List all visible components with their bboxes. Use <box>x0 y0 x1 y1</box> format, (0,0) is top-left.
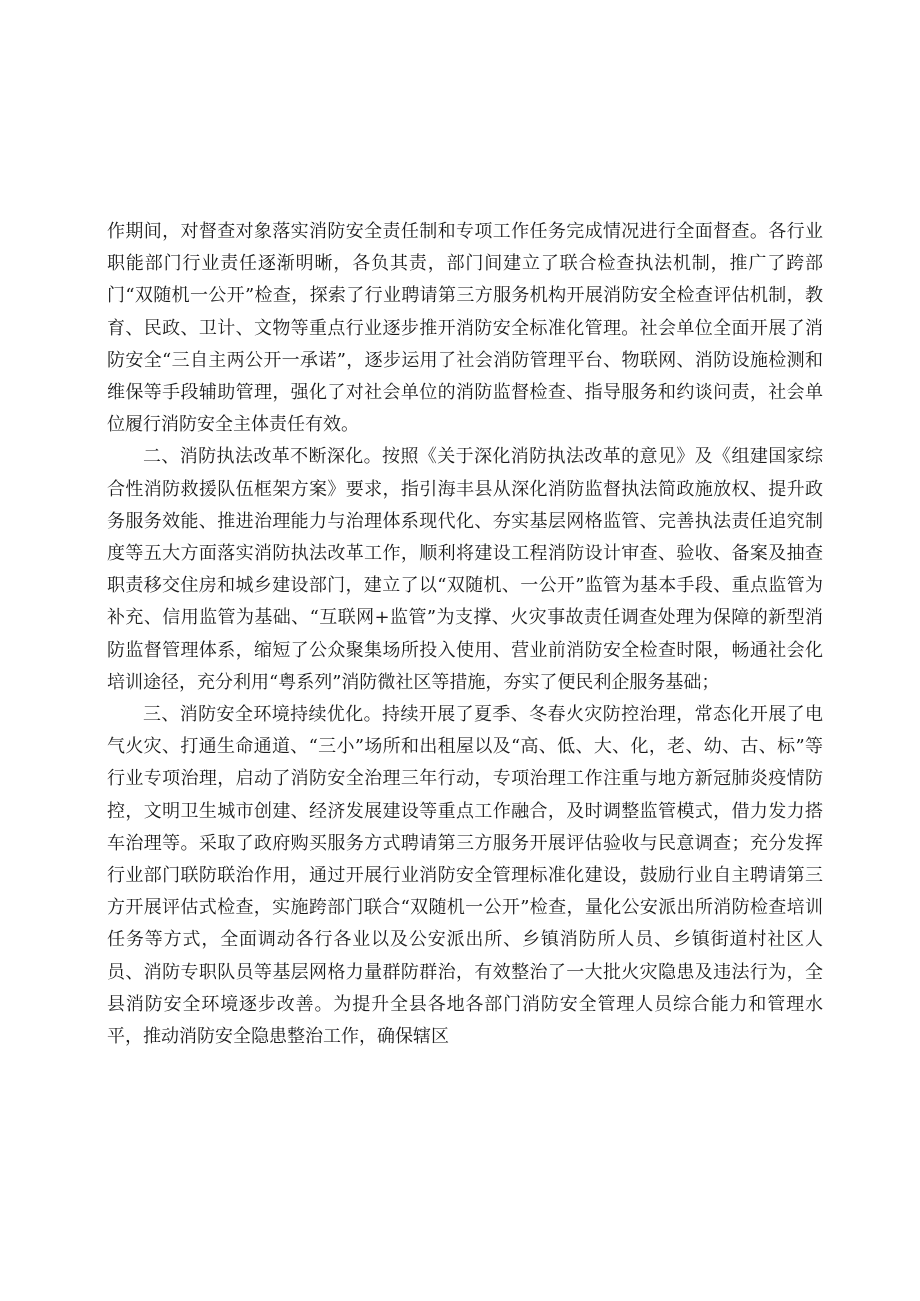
paragraph-section-2: 二、消防执法改革不断深化。按照《关于深化消防执法改革的意见》及《组建国家综合性消防救援队伍框架方案》要求，指引海丰县从深化消防监督执法简政施放权、提升政务服务效能、推进治理能力与治理体系现代化、夯实基层网格监管、完善执法责任追究制度等五大方面落实消防执法改革工作，顺利将建设工程消防设计审查、验收、备案及抽查职责移交住房和城乡建设部门，建立了以“双随机、一公开”监管为基本手段、重点监管为补充、信用监管为基础、“互联网+监管”为支撑、火灾事故责任调查处理为保障的新型消防监督管理体系，缩短了公众聚集场所投入使用、营业前消防安全检查时限，畅通社会化培训途径，充分利用“粤系列”消防微社区等措施，夯实了便民利企服务基础； <box>107 446 823 693</box>
document-body <box>107 216 823 1053</box>
paragraph-section-3: 三、消防安全环境持续优化。持续开展了夏季、冬春火灾防控治理，常态化开展了电气火灾、打通生命通道、“三小”场所和出租屋以及“高、低、大、化，老、幼、古、标”等行业专项治理，启动了消防安全治理三年行动，专项治理工作注重与地方新冠肺炎疫情防控，文明卫生城市创建、经济发展建设等重点工作融合，及时调整监管模式，借力发力搭车治理等。采取了政府购买服务方式聘请第三方服务开展评估验收与民意调查；充分发挥行业部门联防联治作用，通过开展行业消防安全管理标准化建设，鼓励行业自主聘请第三方开展评估式检查，实施跨部门联合“双随机一公开”检查，量化公安派出所消防检查培训任务等方式，全面调动各行各业以及公安派出所、乡镇消防所人员、乡镇街道村社区人员、消防专职队员等基层网格力量群防群治，有效整治了一大批火灾隐患及违法行为，全县消防安全环境逐步改善。为提升全县各地各部门消防安全管理人员综合能力和管理水平，推动消防安全隐患整治工作，确保辖区 <box>107 704 823 1048</box>
paragraph-continuation: 作期间，对督查对象落实消防安全责任制和专项工作任务完成情况进行全面督查。各行业职能部门行业责任逐渐明晰，各负其责，部门间建立了联合检查执法机制，推广了跨部门“双随机一公开”检查，探索了行业聘请第三方服务机构开展消防安全检查评估机制，教育、民政、卫计、文物等重点行业逐步推开消防安全标准化管理。社会单位全面开展了消防安全“三自主两公开一承诺”，逐步运用了社会消防管理平台、物联网、消防设施检测和维保等手段辅助管理，强化了对社会单位的消防监督检查、指导服务和约谈问责，社会单位履行消防安全主体责任有效。 <box>107 221 823 436</box>
